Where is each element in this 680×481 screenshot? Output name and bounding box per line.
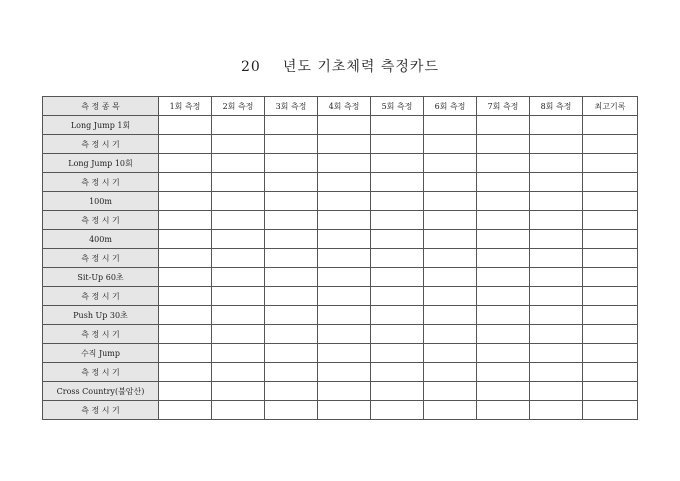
measurement-cell[interactable]: [212, 211, 265, 230]
table-row: [43, 116, 638, 135]
measurement-cell[interactable]: [265, 154, 318, 173]
measurement-cell[interactable]: [371, 325, 424, 344]
measurement-cell[interactable]: [424, 344, 477, 363]
row-label: 측 정 시 기: [43, 249, 159, 268]
measurement-cell[interactable]: [530, 268, 583, 287]
header-round-3: 3회 측정: [265, 97, 318, 116]
measurement-cell[interactable]: [530, 116, 583, 135]
measurement-cell[interactable]: [212, 363, 265, 382]
measurement-cell[interactable]: [424, 116, 477, 135]
title-text: 년도 기초체력 측정카드: [282, 59, 439, 75]
measurement-cell[interactable]: [318, 268, 371, 287]
measurement-cell[interactable]: [212, 230, 265, 249]
measurement-cell[interactable]: [212, 268, 265, 287]
measurement-cell[interactable]: [477, 173, 530, 192]
measurement-cell[interactable]: [424, 363, 477, 382]
best-record-cell[interactable]: [583, 401, 638, 420]
measurement-cell[interactable]: [318, 154, 371, 173]
measurement-cell[interactable]: [212, 135, 265, 154]
measurement-cell[interactable]: [477, 154, 530, 173]
header-round-8: 8회 측정: [530, 97, 583, 116]
measurement-cell[interactable]: [318, 382, 371, 401]
table-row: [43, 249, 638, 268]
measurement-cell[interactable]: [371, 268, 424, 287]
measurement-cell[interactable]: [424, 135, 477, 154]
row-label: Long Jump 10회: [43, 154, 159, 173]
measurement-cell[interactable]: [530, 325, 583, 344]
measurement-cell[interactable]: [265, 211, 318, 230]
measurement-cell[interactable]: [265, 192, 318, 211]
best-record-cell[interactable]: [583, 154, 638, 173]
measurement-cell[interactable]: [424, 268, 477, 287]
measurement-cell[interactable]: [477, 116, 530, 135]
header-round-5: 5회 측정: [371, 97, 424, 116]
best-record-cell[interactable]: [583, 192, 638, 211]
measurement-cell[interactable]: [212, 382, 265, 401]
measurement-cell[interactable]: [530, 230, 583, 249]
measurement-cell[interactable]: [371, 249, 424, 268]
best-record-cell[interactable]: [583, 211, 638, 230]
row-label: Push Up 30초: [43, 306, 159, 325]
header-row: [43, 97, 638, 116]
measurement-cell[interactable]: [424, 306, 477, 325]
measurement-cell[interactable]: [530, 173, 583, 192]
measurement-cell[interactable]: [477, 344, 530, 363]
row-label: 측 정 시 기: [43, 363, 159, 382]
measurement-cell[interactable]: [530, 192, 583, 211]
measurement-cell[interactable]: [318, 344, 371, 363]
measurement-cell[interactable]: [318, 287, 371, 306]
table-row: [43, 382, 638, 401]
measurement-cell[interactable]: [530, 382, 583, 401]
measurement-cell[interactable]: [371, 173, 424, 192]
measurement-cell[interactable]: [212, 287, 265, 306]
measurement-cell[interactable]: [424, 211, 477, 230]
measurement-cell[interactable]: [265, 173, 318, 192]
row-label: 측 정 시 기: [43, 211, 159, 230]
header-round-6: 6회 측정: [424, 97, 477, 116]
measurement-cell[interactable]: [530, 306, 583, 325]
measurement-cell[interactable]: [265, 116, 318, 135]
table-row: [43, 173, 638, 192]
measurement-cell[interactable]: [159, 154, 212, 173]
measurement-cell[interactable]: [424, 154, 477, 173]
measurement-cell[interactable]: [159, 287, 212, 306]
measurement-cell[interactable]: [159, 268, 212, 287]
measurement-cell[interactable]: [530, 363, 583, 382]
best-record-cell[interactable]: [583, 306, 638, 325]
measurement-cell[interactable]: [212, 154, 265, 173]
measurement-cell[interactable]: [424, 173, 477, 192]
measurement-cell[interactable]: [159, 192, 212, 211]
measurement-cell[interactable]: [424, 325, 477, 344]
header-round-1: 1회 측정: [159, 97, 212, 116]
measurement-cell[interactable]: [159, 135, 212, 154]
measurement-cell[interactable]: [212, 344, 265, 363]
table-row: [43, 287, 638, 306]
row-label: 측 정 시 기: [43, 173, 159, 192]
measurement-cell[interactable]: [265, 382, 318, 401]
measurement-cell[interactable]: [371, 344, 424, 363]
table-row: [43, 344, 638, 363]
row-label: 수직 Jump: [43, 344, 159, 363]
measurement-cell[interactable]: [265, 325, 318, 344]
row-label: 400m: [43, 230, 159, 249]
measurement-cell[interactable]: [371, 230, 424, 249]
measurement-cell[interactable]: [212, 192, 265, 211]
measurement-cell[interactable]: [265, 363, 318, 382]
measurement-cell[interactable]: [371, 382, 424, 401]
measurement-cell[interactable]: [424, 192, 477, 211]
measurement-cell[interactable]: [477, 401, 530, 420]
header-round-7: 7회 측정: [477, 97, 530, 116]
measurement-cell[interactable]: [530, 401, 583, 420]
measurement-cell[interactable]: [265, 230, 318, 249]
measurement-cell[interactable]: [159, 173, 212, 192]
measurement-cell[interactable]: [371, 135, 424, 154]
measurement-cell[interactable]: [371, 211, 424, 230]
measurement-cell[interactable]: [424, 382, 477, 401]
measurement-cell[interactable]: [159, 306, 212, 325]
measurement-cell[interactable]: [265, 306, 318, 325]
measurement-cell[interactable]: [530, 344, 583, 363]
measurement-cell[interactable]: [424, 249, 477, 268]
measurement-cell[interactable]: [159, 363, 212, 382]
measurement-cell[interactable]: [477, 325, 530, 344]
measurement-cell[interactable]: [265, 135, 318, 154]
table-row: [43, 268, 638, 287]
measurement-cell[interactable]: [477, 363, 530, 382]
measurement-cell[interactable]: [212, 249, 265, 268]
table-row: [43, 135, 638, 154]
measurement-cell[interactable]: [530, 287, 583, 306]
row-label: 측 정 시 기: [43, 135, 159, 154]
table-row: [43, 230, 638, 249]
measurement-cell[interactable]: [371, 287, 424, 306]
table-row: [43, 401, 638, 420]
best-record-cell[interactable]: [583, 363, 638, 382]
measurement-cell[interactable]: [477, 211, 530, 230]
measurement-cell[interactable]: [477, 382, 530, 401]
table-row: [43, 325, 638, 344]
measurement-cell[interactable]: [265, 249, 318, 268]
header-round-2: 2회 측정: [212, 97, 265, 116]
measurement-cell[interactable]: [530, 211, 583, 230]
measurement-cell[interactable]: [212, 401, 265, 420]
measurement-cell[interactable]: [477, 268, 530, 287]
measurement-cell[interactable]: [371, 401, 424, 420]
best-record-cell[interactable]: [583, 325, 638, 344]
measurement-cell[interactable]: [371, 154, 424, 173]
measurement-cell[interactable]: [159, 401, 212, 420]
best-record-cell[interactable]: [583, 268, 638, 287]
header-best-record: 최고기록: [583, 97, 638, 116]
measurement-cell[interactable]: [265, 344, 318, 363]
page-title: [0, 56, 680, 76]
measurement-cell[interactable]: [477, 249, 530, 268]
table-row: [43, 154, 638, 173]
best-record-cell[interactable]: [583, 230, 638, 249]
measurement-cell[interactable]: [530, 249, 583, 268]
measurement-cell[interactable]: [371, 306, 424, 325]
measurement-cell[interactable]: [212, 173, 265, 192]
measurement-cell[interactable]: [318, 211, 371, 230]
measurement-cell[interactable]: [159, 344, 212, 363]
measurement-cell[interactable]: [159, 325, 212, 344]
table-row: [43, 363, 638, 382]
row-label: Long Jump 1회: [43, 116, 159, 135]
measurement-cell[interactable]: [265, 287, 318, 306]
measurement-cell[interactable]: [530, 154, 583, 173]
measurement-cell[interactable]: [318, 230, 371, 249]
measurement-cell[interactable]: [424, 401, 477, 420]
row-label: 측 정 시 기: [43, 401, 159, 420]
measurement-cell[interactable]: [212, 116, 265, 135]
best-record-cell[interactable]: [583, 173, 638, 192]
measurement-cell[interactable]: [477, 135, 530, 154]
fitness-record-table: [42, 96, 638, 420]
measurement-cell[interactable]: [265, 401, 318, 420]
measurement-cell[interactable]: [318, 401, 371, 420]
measurement-cell[interactable]: [318, 249, 371, 268]
header-item: 측 정 종 목: [43, 97, 159, 116]
row-label: 측 정 시 기: [43, 287, 159, 306]
best-record-cell[interactable]: [583, 287, 638, 306]
best-record-cell[interactable]: [583, 116, 638, 135]
measurement-cell[interactable]: [159, 230, 212, 249]
measurement-cell[interactable]: [318, 325, 371, 344]
measurement-cell[interactable]: [159, 382, 212, 401]
measurement-cell[interactable]: [159, 211, 212, 230]
title-year: 20: [241, 59, 261, 75]
measurement-cell[interactable]: [212, 306, 265, 325]
measurement-cell[interactable]: [212, 325, 265, 344]
measurement-cell[interactable]: [318, 363, 371, 382]
row-label: 100m: [43, 192, 159, 211]
row-label: Sit-Up 60초: [43, 268, 159, 287]
table-row: [43, 211, 638, 230]
table-row: [43, 306, 638, 325]
measurement-cell[interactable]: [424, 230, 477, 249]
measurement-cell[interactable]: [318, 116, 371, 135]
measurement-cell[interactable]: [159, 116, 212, 135]
measurement-cell[interactable]: [477, 306, 530, 325]
measurement-cell[interactable]: [318, 306, 371, 325]
measurement-cell[interactable]: [477, 230, 530, 249]
measurement-cell[interactable]: [371, 363, 424, 382]
measurement-cell[interactable]: [318, 192, 371, 211]
measurement-cell[interactable]: [530, 135, 583, 154]
measurement-cell[interactable]: [265, 268, 318, 287]
best-record-cell[interactable]: [583, 344, 638, 363]
measurement-cell[interactable]: [318, 173, 371, 192]
measurement-cell[interactable]: [318, 135, 371, 154]
measurement-cell[interactable]: [477, 287, 530, 306]
measurement-cell[interactable]: [159, 249, 212, 268]
row-label: 측 정 시 기: [43, 325, 159, 344]
measurement-cell[interactable]: [477, 192, 530, 211]
measurement-cell[interactable]: [424, 287, 477, 306]
best-record-cell[interactable]: [583, 382, 638, 401]
measurement-cell[interactable]: [371, 192, 424, 211]
header-round-4: 4회 측정: [318, 97, 371, 116]
measurement-cell[interactable]: [371, 116, 424, 135]
row-label: Cross Country(불암산): [43, 382, 159, 401]
best-record-cell[interactable]: [583, 135, 638, 154]
best-record-cell[interactable]: [583, 249, 638, 268]
table-row: [43, 192, 638, 211]
